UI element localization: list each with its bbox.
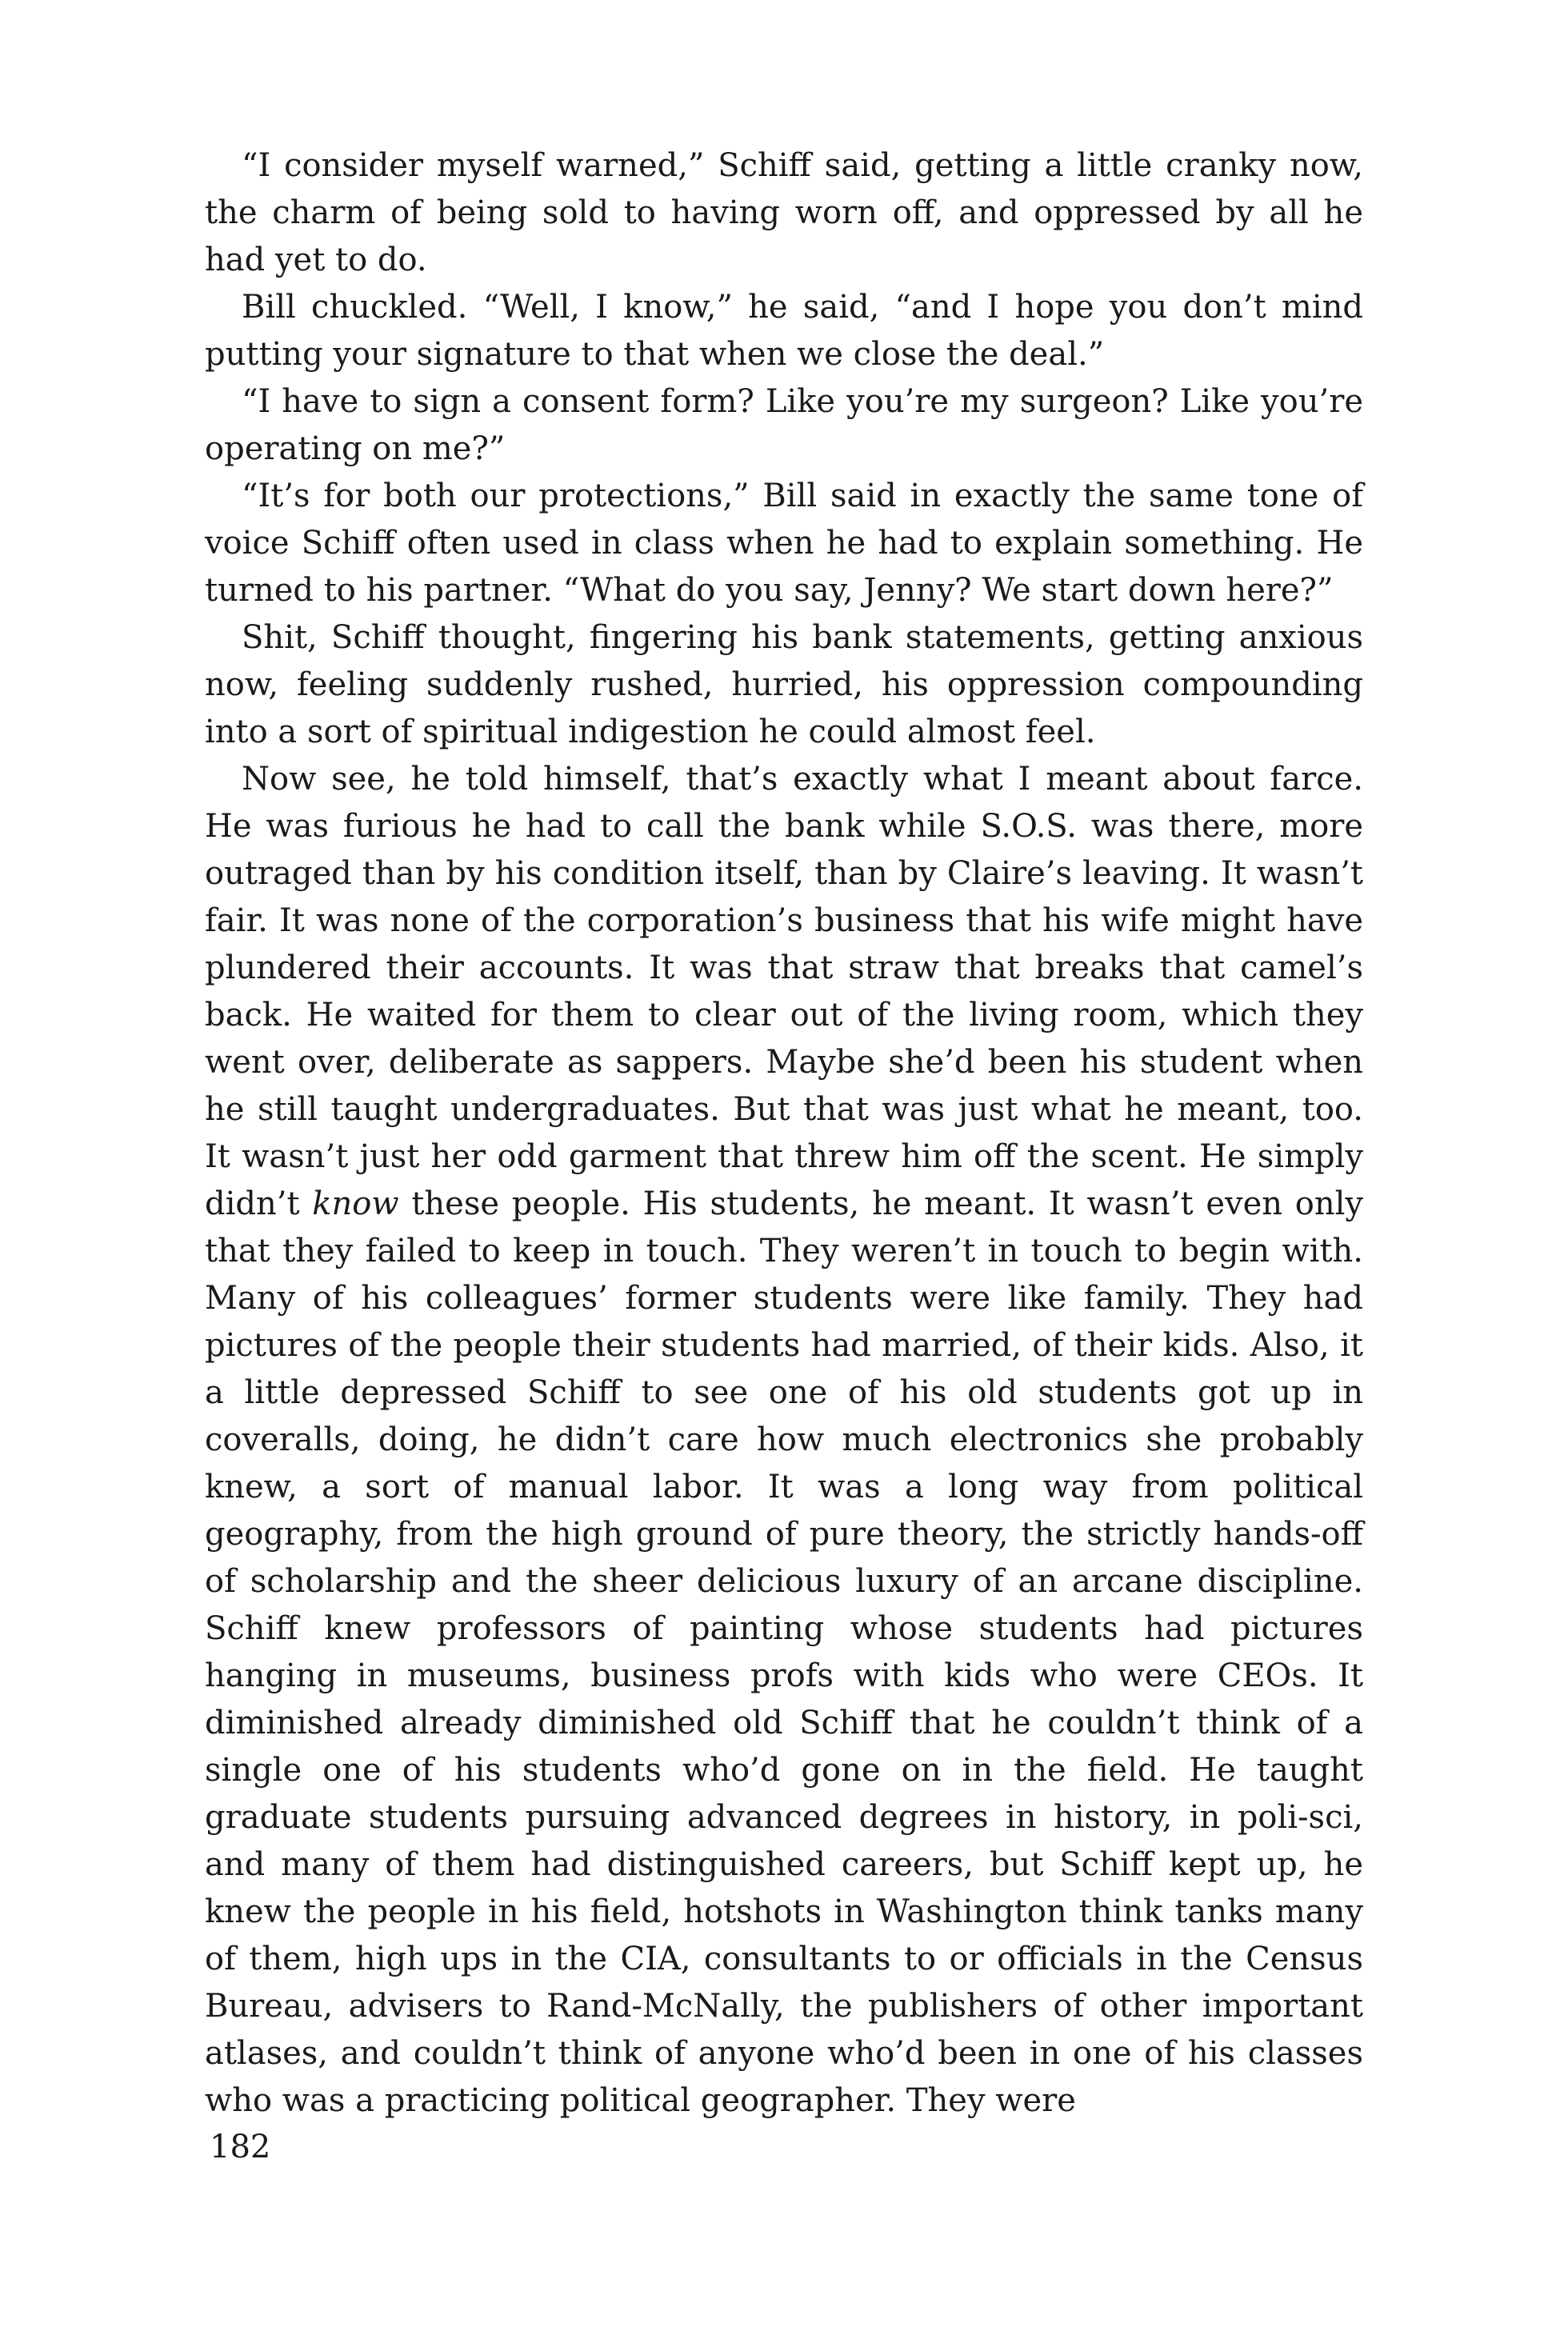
paragraph-3: “I have to sign a consent form? Like you’re my surgeon? Like you’re operating on me?” — [205, 383, 1363, 467]
paragraph-1: “I consider myself warned,” Schiff said, getting a little cranky now, the charm of being sold to having worn off, and oppressed by all he had yet to do. — [205, 147, 1363, 278]
paragraph-5: Shit, Schiff thought, fingering his bank statements, getting anxious now, feeling suddenly rushed, hurried, his oppression compounding into a sort of spiritual indigestion he could almost feel. — [205, 619, 1363, 750]
paragraph-6-text-before: Now see, he told himself, that’s exactly what I meant about farce. He was furious he had to call the bank while S.O.S. was there, more outraged than by his condition itself, than by Claire’s leaving. It wasn’t fair. It was none of the corporation’s business that his wife might have plundered their accounts. It was that straw that breaks that camel’s back. He waited for them to clear out of the living room, which they went over, deliberate as sappers. Maybe she’d been his student when he still taught undergraduates. But that was just what he meant, too. It wasn’t just her odd garment that threw him off the scent. He simply didn’t — [205, 761, 1363, 1222]
page-number: 182 — [210, 2129, 271, 2165]
paragraph-4: “It’s for both our protections,” Bill said in exactly the same tone of voice Schiff often used in class when he had to explain something. He turned to his partner. “What do you say, Jenny? We start down here?” — [205, 478, 1363, 609]
paragraph-2: Bill chuckled. “Well, I know,” he said, “and I hope you don’t mind putting your signature to that when we close the deal.” — [205, 289, 1363, 373]
paragraph-6-text-after: these people. His students, he meant. It wasn’t even only that they failed to keep in touch. They weren’t in touch to begin with. Many of his colleagues’ former students were like family. They had pictures of the people their students had married, of their kids. Also, it a little depressed Schiff to see one of his old students got up in coveralls, doing, he didn’t care how much electronics she probably knew, a sort of manual labor. It was a long way from political geography, from the high ground of pure theory, the strictly hands-off of scholarship and the sheer delicious luxury of an arcane discipline. Schiff knew professors of painting whose students had pictures hanging in museums, business profs with kids who were CEOs. It diminished already diminished old Schiff that he couldn’t think of a single one of his students who’d gone on in the field. He taught graduate students pursuing advanced degrees in history, in poli-sci, and many of them had distinguished careers, but Schiff kept up, he knew the people in his field, hotshots in Washington think tanks many of them, high ups in the CIA, consultants to or officials in the Census Bureau, advisers to Rand-McNally, the publishers of other important atlases, and couldn’t think of anyone who’d been in one of his classes who was a practicing political geographer. They were — [205, 1185, 1363, 2119]
paragraph-6 — [205, 756, 1363, 2125]
emphasized-word: know — [312, 1185, 399, 1222]
body-text — [205, 142, 1363, 2125]
